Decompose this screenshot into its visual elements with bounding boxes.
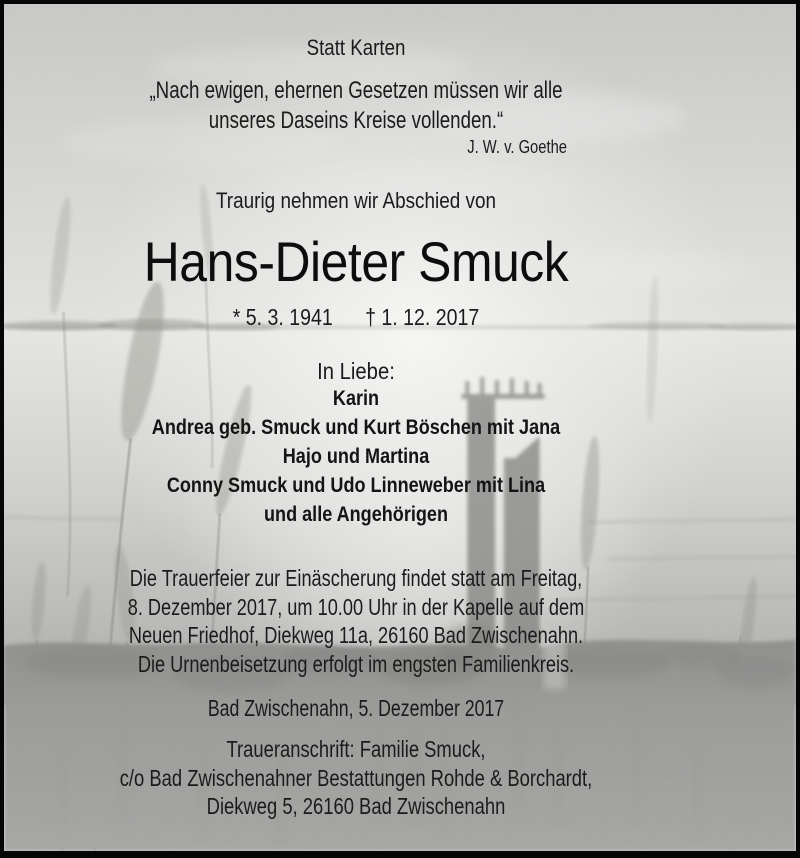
address-line: Traueranschrift: Familie Smuck,	[226, 736, 486, 762]
pre-header: Statt Karten	[306, 35, 406, 60]
birth-date: * 5. 3. 1941	[232, 304, 333, 330]
ceremony-line: Die Trauerfeier zur Einäscherung findet statt am Freitag,	[129, 565, 583, 591]
address-line: c/o Bad Zwischenahner Bestattungen Rohde & Borchardt,	[119, 764, 593, 791]
quote	[81, 76, 630, 136]
address-line: Diekweg 5, 26160 Bad Zwischenahn	[206, 793, 506, 819]
quote-line: „Nach ewigen, ehernen Gesetzen müssen wir alle	[149, 77, 563, 104]
mourner-line: Hajo und Martina	[282, 445, 430, 468]
ceremony-details	[78, 564, 634, 678]
life-dates	[57, 304, 655, 330]
ceremony-line: Die Urnenbeisetzung erfolgt im engsten Familienkreis.	[137, 650, 575, 677]
place-and-date: Bad Zwischenahn, 5. Dezember 2017	[207, 695, 505, 721]
quote-line: unseres Daseins Kreise vollenden.“	[208, 107, 504, 134]
ceremony-line: 8. Dezember 2017, um 10.00 Uhr in der Kapelle auf dem	[127, 593, 585, 620]
quote-attribution: J. W. v. Goethe	[467, 137, 567, 157]
condolence-address	[74, 735, 637, 821]
mourners-heading: In Liebe:	[317, 358, 395, 384]
mourner-line: und alle Angehörigen	[264, 503, 448, 526]
intro-line: Traurig nehmen wir Abschied von	[215, 188, 497, 213]
notice-content	[4, 4, 796, 851]
mourner-line: Conny Smuck und Udo Linneweber mit Lina	[166, 474, 546, 497]
deceased-name: Hans-Dieter Smuck	[143, 230, 569, 293]
death-date: † 1. 12. 2017	[365, 304, 480, 330]
mourner-line: Andrea geb. Smuck und Kurt Böschen mit Jana	[151, 416, 561, 439]
ceremony-line: Neuen Friedhof, Diekweg 11a, 26160 Bad Zwischenahn.	[128, 622, 584, 648]
mourner-line: Karin	[332, 387, 380, 410]
mourners-list	[53, 384, 658, 529]
